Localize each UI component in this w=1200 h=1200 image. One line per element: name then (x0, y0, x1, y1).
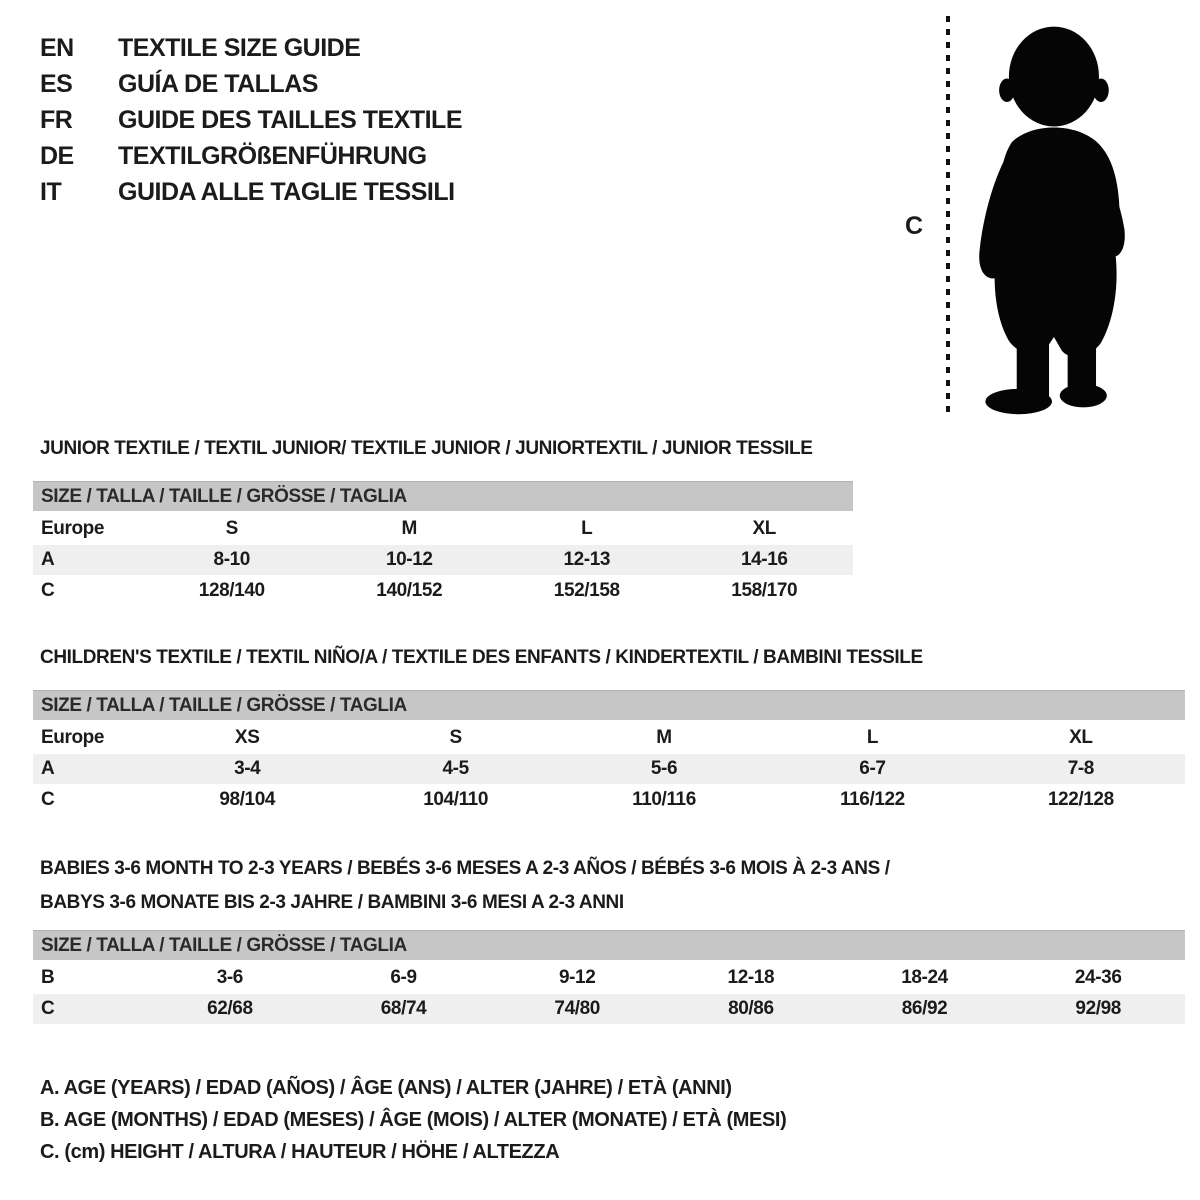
size-cell: 122/128 (1047, 789, 1114, 810)
table-row (33, 963, 1185, 993)
legend-line-b: B. AGE (MONTHS) / EDAD (MESES) / ÂGE (MOIS) / ALTER (MONATE) / ETÀ (MESI) (40, 1109, 787, 1131)
size-cell: M (401, 518, 417, 539)
language-code: FR (40, 106, 73, 134)
size-cell: 14-16 (740, 549, 788, 570)
table-row (33, 576, 853, 606)
language-label: GUÍA DE TALLAS (118, 70, 318, 98)
size-cell: 98/104 (219, 789, 276, 810)
height-measure-label: C (905, 212, 924, 240)
language-code: DE (40, 142, 74, 170)
language-row (40, 102, 462, 138)
size-cell: 128/140 (198, 580, 265, 601)
measure-legend (40, 1072, 786, 1168)
size-cell: XL (1069, 727, 1093, 748)
size-cell: XS (234, 727, 260, 748)
section-title: BABYS 3-6 MONATE BIS 2-3 JAHRE / BAMBINI 3-6 MESI A 2-3 ANNI (40, 892, 624, 913)
row-label: A (41, 549, 55, 570)
language-code: EN (40, 34, 74, 62)
size-cell: 86/92 (901, 998, 948, 1019)
section-title: BABIES 3-6 MONTH TO 2-3 YEARS / BEBÉS 3-6 MESES A 2-3 AÑOS / BÉBÉS 3-6 MOIS À 2-3 ANS / (40, 858, 890, 879)
size-cell: 7-8 (1067, 758, 1094, 779)
language-code: IT (40, 178, 62, 206)
legend-line-c: C. (cm) HEIGHT / ALTURA / HAUTEUR / HÖHE / ALTEZZA (40, 1141, 560, 1163)
size-cell: 68/74 (380, 998, 427, 1019)
section-title: CHILDREN'S TEXTILE / TEXTIL NIÑO/A / TEXTILE DES ENFANTS / KINDERTEXTIL / BAMBINI TESSILE (40, 647, 923, 668)
language-row (40, 138, 462, 174)
size-cell: 104/110 (423, 789, 489, 810)
size-cell: 152/158 (553, 580, 620, 601)
size-cell: 158/170 (731, 580, 798, 601)
row-label: Europe (41, 727, 105, 748)
size-table-header: SIZE / TALLA / TAILLE / GRÖSSE / TAGLIA (33, 481, 853, 511)
size-cell: 3-6 (216, 967, 243, 988)
row-label: Europe (41, 518, 105, 539)
size-cell: XL (752, 518, 776, 539)
size-cell: 116/122 (840, 789, 905, 810)
size-cell: 10-12 (385, 549, 433, 570)
table-row (33, 514, 853, 544)
size-cell: 4-5 (442, 758, 469, 779)
row-label: A (41, 758, 55, 779)
size-cell: S (225, 518, 238, 539)
row-label: C (41, 580, 55, 601)
size-cell: 18-24 (901, 967, 948, 988)
size-table-header: SIZE / TALLA / TAILLE / GRÖSSE / TAGLIA (33, 930, 1185, 960)
language-row (40, 30, 462, 66)
table-row (33, 545, 853, 575)
size-cell: 3-4 (234, 758, 261, 779)
size-cell: M (656, 727, 672, 748)
babies-textile-section (33, 852, 1185, 1025)
row-label: B (41, 967, 55, 988)
size-cell: 140/152 (376, 580, 443, 601)
legend-line-a: A. AGE (YEARS) / EDAD (AÑOS) / ÂGE (ANS) / ALTER (JAHRE) / ETÀ (ANNI) (40, 1077, 732, 1099)
size-cell: L (866, 727, 879, 748)
table-row (33, 785, 1185, 815)
size-cell: 62/68 (207, 998, 253, 1019)
childrens-textile-section (33, 646, 1185, 816)
size-cell: 6-7 (859, 758, 886, 779)
table-row (33, 723, 1185, 753)
language-title-block (40, 30, 462, 210)
language-code: ES (40, 70, 73, 98)
junior-textile-section (33, 437, 853, 607)
size-cell: 5-6 (650, 758, 678, 779)
table-row (33, 994, 1185, 1024)
size-cell: 8-10 (213, 549, 250, 570)
size-cell: 92/98 (1075, 998, 1121, 1019)
height-dashed-line (946, 16, 950, 418)
language-label: GUIDE DES TAILLES TEXTILE (118, 106, 463, 134)
size-cell: 110/116 (632, 789, 696, 810)
language-row (40, 174, 462, 210)
size-cell: 12-18 (727, 967, 775, 988)
size-cell: 12-13 (563, 549, 611, 570)
language-label: TEXTILGRÖßENFÜHRUNG (118, 142, 427, 170)
language-label: GUIDA ALLE TAGLIE TESSILI (118, 178, 455, 206)
table-row (33, 754, 1185, 784)
row-label: C (41, 789, 55, 810)
size-table-header: SIZE / TALLA / TAILLE / GRÖSSE / TAGLIA (33, 690, 1185, 720)
size-cell: 9-12 (558, 967, 596, 988)
size-cell: 74/80 (554, 998, 600, 1019)
language-row (40, 66, 462, 102)
toddler-silhouette-icon (958, 16, 1144, 420)
size-cell: 24-36 (1074, 967, 1122, 988)
row-label: C (41, 998, 55, 1019)
size-cell: L (581, 518, 593, 539)
size-cell: 6-9 (390, 967, 417, 988)
size-cell: 80/86 (728, 998, 774, 1019)
language-label: TEXTILE SIZE GUIDE (118, 34, 361, 62)
section-title: JUNIOR TEXTILE / TEXTIL JUNIOR/ TEXTILE JUNIOR / JUNIORTEXTIL / JUNIOR TESSILE (40, 438, 813, 459)
size-cell: S (449, 727, 462, 748)
